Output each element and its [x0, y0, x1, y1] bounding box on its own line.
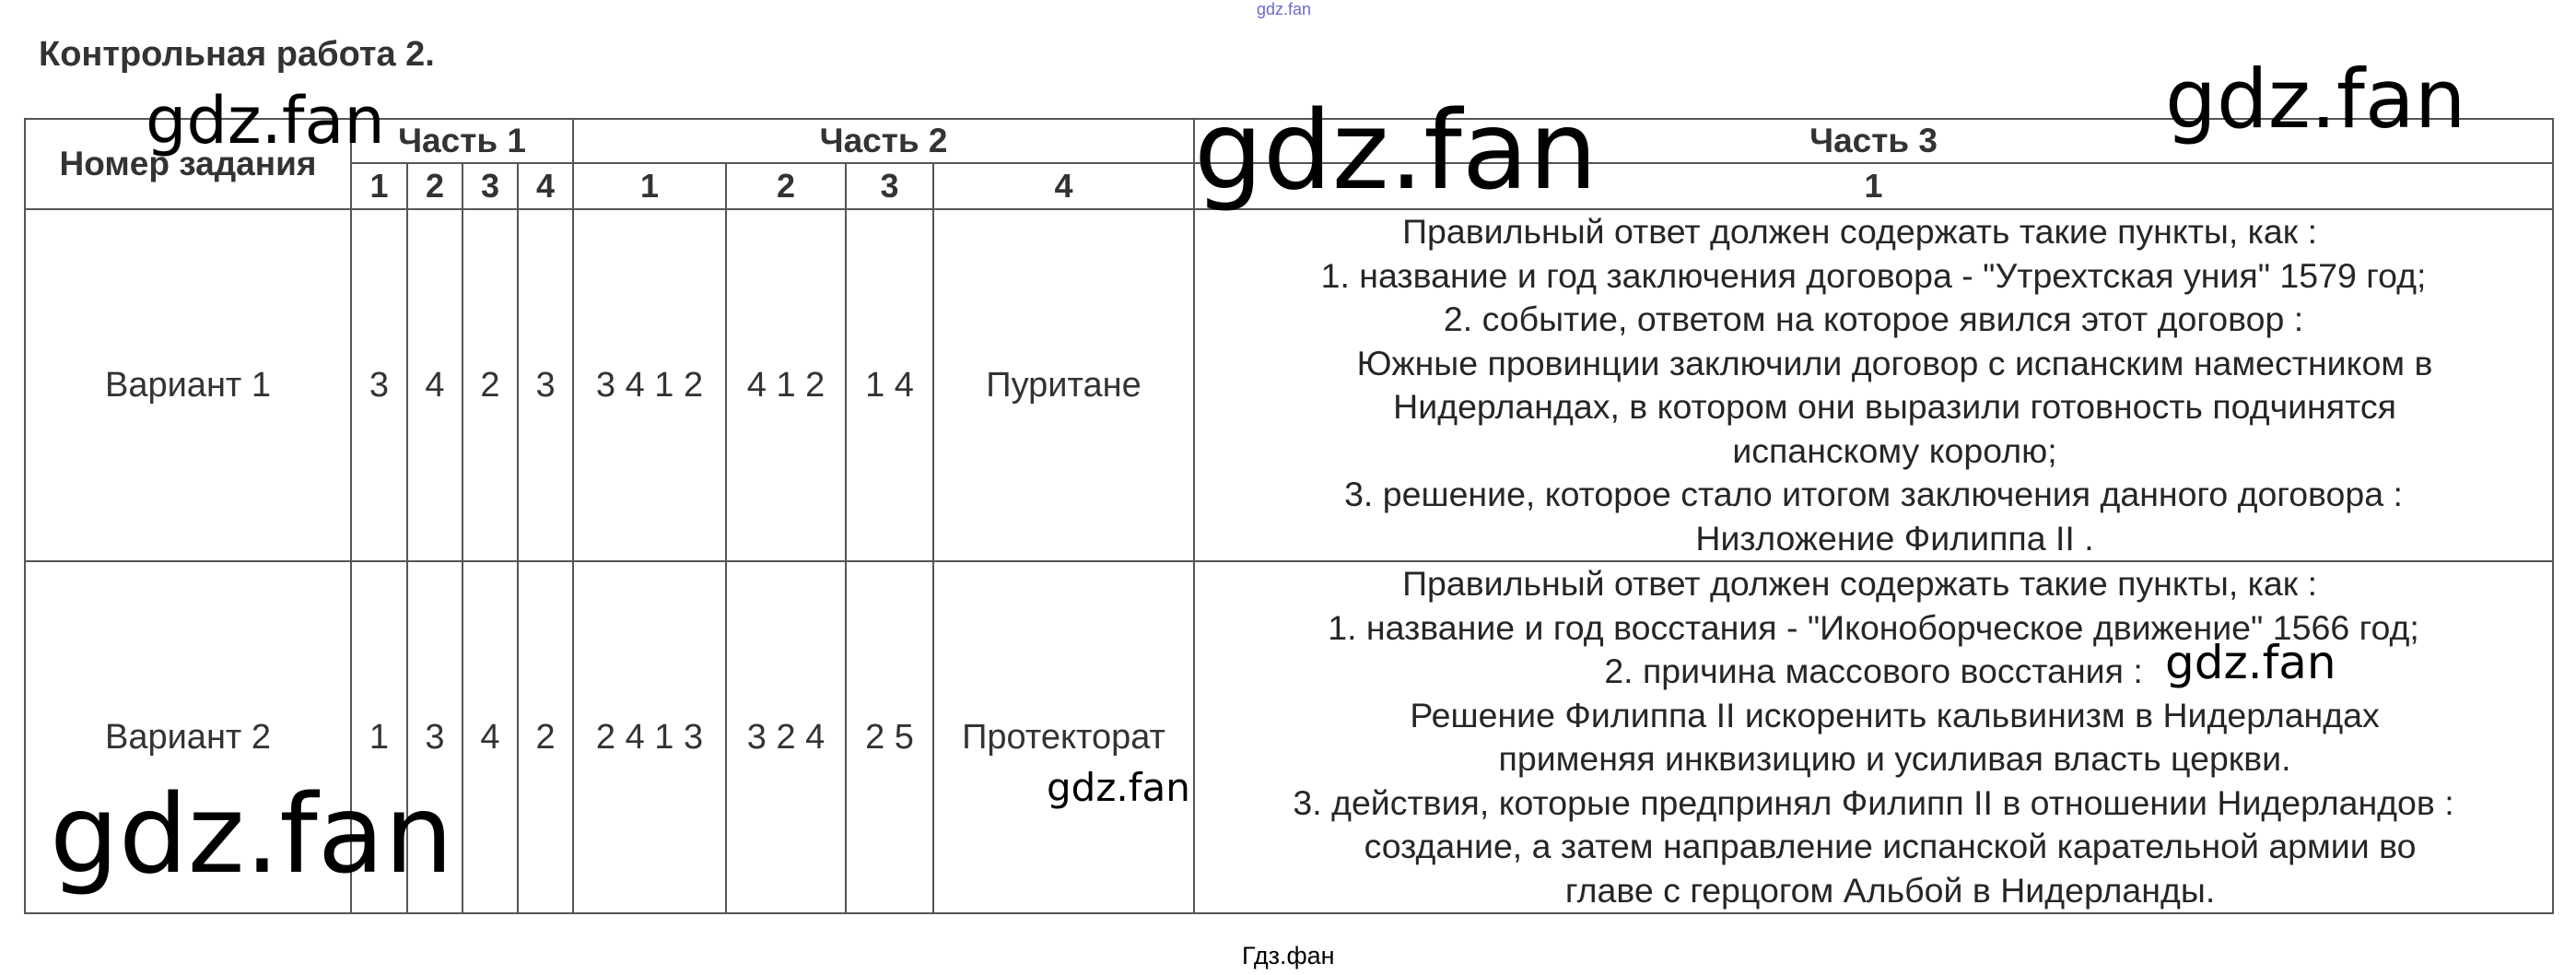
- part2-answer-cell: [726, 209, 846, 561]
- part2-answer: Протекторат: [962, 717, 1165, 757]
- answer-point: 1. название и год заключения договора - "Утрехтская уния" 1579 год;: [1320, 255, 2427, 295]
- part1-answer-cell: [518, 561, 573, 913]
- answer-point: 2. причина массового восстания :: [1604, 652, 2143, 690]
- part1-answer-cell: [463, 561, 518, 913]
- page-title: Контрольная работа 2.: [39, 35, 435, 74]
- answer-intro: Правильный ответ должен содержать такие пункты, как :: [1402, 212, 2317, 251]
- part2-answer: Пуритане: [986, 365, 1142, 405]
- watermark-text: gdz.fan: [50, 770, 453, 898]
- part2-col-number: 2: [777, 167, 796, 205]
- part1-col-number: 3: [480, 167, 500, 205]
- part2-answer: 1 4: [865, 365, 914, 405]
- variant-label: Вариант 1: [104, 365, 272, 405]
- answer-detail: Южные провинции заключили договор с испанским наместником в: [1356, 343, 2433, 382]
- footer-watermark: Гдз.фан: [1242, 942, 1335, 969]
- part2-col-number: 1: [640, 167, 660, 205]
- part1-answer: 2: [535, 717, 556, 757]
- part1-answer: 3: [425, 717, 445, 757]
- answer-detail: создание, а затем направление испанской карательной армии во: [1364, 827, 2417, 865]
- part1-answer: 4: [425, 365, 445, 405]
- part1-col-number: 4: [535, 167, 556, 205]
- part2-col-header: [933, 163, 1194, 209]
- part2-answer: 2 4 1 3: [595, 717, 704, 757]
- part2-answer-cell: [933, 209, 1194, 561]
- part1-answer-cell: [407, 209, 463, 561]
- part2-answer: 3 2 4: [746, 717, 825, 757]
- header-part2-label: Часть 2: [819, 122, 948, 159]
- part1-answer: 2: [480, 365, 500, 405]
- part1-col-header: [407, 163, 463, 209]
- part2-col-number: 4: [1054, 167, 1073, 205]
- part1-answer-cell: [463, 209, 518, 561]
- header-task-label: Номер задания: [59, 145, 317, 182]
- part2-answer-cell: [573, 209, 726, 561]
- part1-col-number: 1: [369, 167, 389, 205]
- part3-answer-cell: [1194, 561, 2553, 913]
- answer-intro: Правильный ответ должен содержать такие пункты, как :: [1402, 564, 2317, 603]
- answer-detail: главе с герцогом Альбой в Нидерланды.: [1564, 870, 2216, 910]
- part2-answer-cell: [846, 561, 933, 913]
- watermark-text: gdz.fan: [1047, 765, 1190, 810]
- watermark-text: gdz.fan: [2165, 636, 2336, 689]
- header-part2-cell: [573, 119, 1194, 163]
- part2-col-header: [846, 163, 933, 209]
- answer-point: 3. действия, которые предпринял Филипп II в отношении Нидерландов :: [1293, 782, 2454, 822]
- part1-col-number: 2: [425, 167, 445, 205]
- part2-answer: 3 4 1 2: [595, 365, 704, 405]
- part2-answer-cell: [573, 561, 726, 913]
- answer-detail: Решение Филиппа II искоренить кальвинизм в Нидерландах: [1410, 695, 2380, 734]
- part1-answer-cell: [518, 209, 573, 561]
- watermark-text: gdz.fan: [1194, 87, 1598, 214]
- answer-point: 2. событие, ответом на которое явился этот договор :: [1443, 300, 2304, 338]
- part3-answer-cell: [1194, 209, 2553, 561]
- header-part1-label: Часть 1: [398, 122, 526, 159]
- answer-detail: Низложение Филиппа II .: [1695, 518, 2094, 558]
- part1-answer: 4: [480, 717, 500, 757]
- answer-point: 3. решение, которое стало итогом заключения данного договора :: [1344, 475, 2403, 513]
- part1-col-header: [518, 163, 573, 209]
- part1-col-header: [351, 163, 407, 209]
- answer-detail: применяя инквизицию и усиливая власть церкви.: [1498, 739, 2291, 778]
- part2-answer-cell: [933, 561, 1194, 913]
- header-part3-label: Часть 3: [1809, 122, 1938, 159]
- part2-answer-cell: [846, 209, 933, 561]
- part2-answer-cell: [726, 561, 846, 913]
- watermark-text: gdz.fan: [146, 83, 385, 159]
- answer-point: 1. название и год восстания - "Иконоборческое движение" 1566 год;: [1328, 607, 2419, 647]
- answer-detail: Нидерландах, в котором они выразили готовность подчинятся: [1393, 387, 2396, 426]
- top-watermark: gdz.fan: [1257, 0, 1312, 18]
- variant-row-1: [25, 209, 2553, 561]
- part1-answer: 1: [369, 717, 390, 757]
- part1-col-header: [463, 163, 518, 209]
- part2-answer: 4 1 2: [746, 365, 825, 405]
- part1-answer-cell: [351, 209, 407, 561]
- part1-answer: 3: [369, 365, 390, 405]
- part2-col-number: 3: [880, 167, 899, 205]
- part2-col-header: [573, 163, 726, 209]
- part3-col-number: 1: [1864, 167, 1883, 205]
- part2-col-header: [726, 163, 846, 209]
- answer-detail: испанскому королю;: [1732, 430, 2057, 470]
- part2-answer: 2 5: [865, 717, 914, 757]
- variant-label: Вариант 2: [104, 717, 272, 757]
- watermark-text: gdz.fan: [2165, 52, 2466, 147]
- part1-answer: 3: [535, 365, 556, 405]
- variant-cell: [25, 209, 351, 561]
